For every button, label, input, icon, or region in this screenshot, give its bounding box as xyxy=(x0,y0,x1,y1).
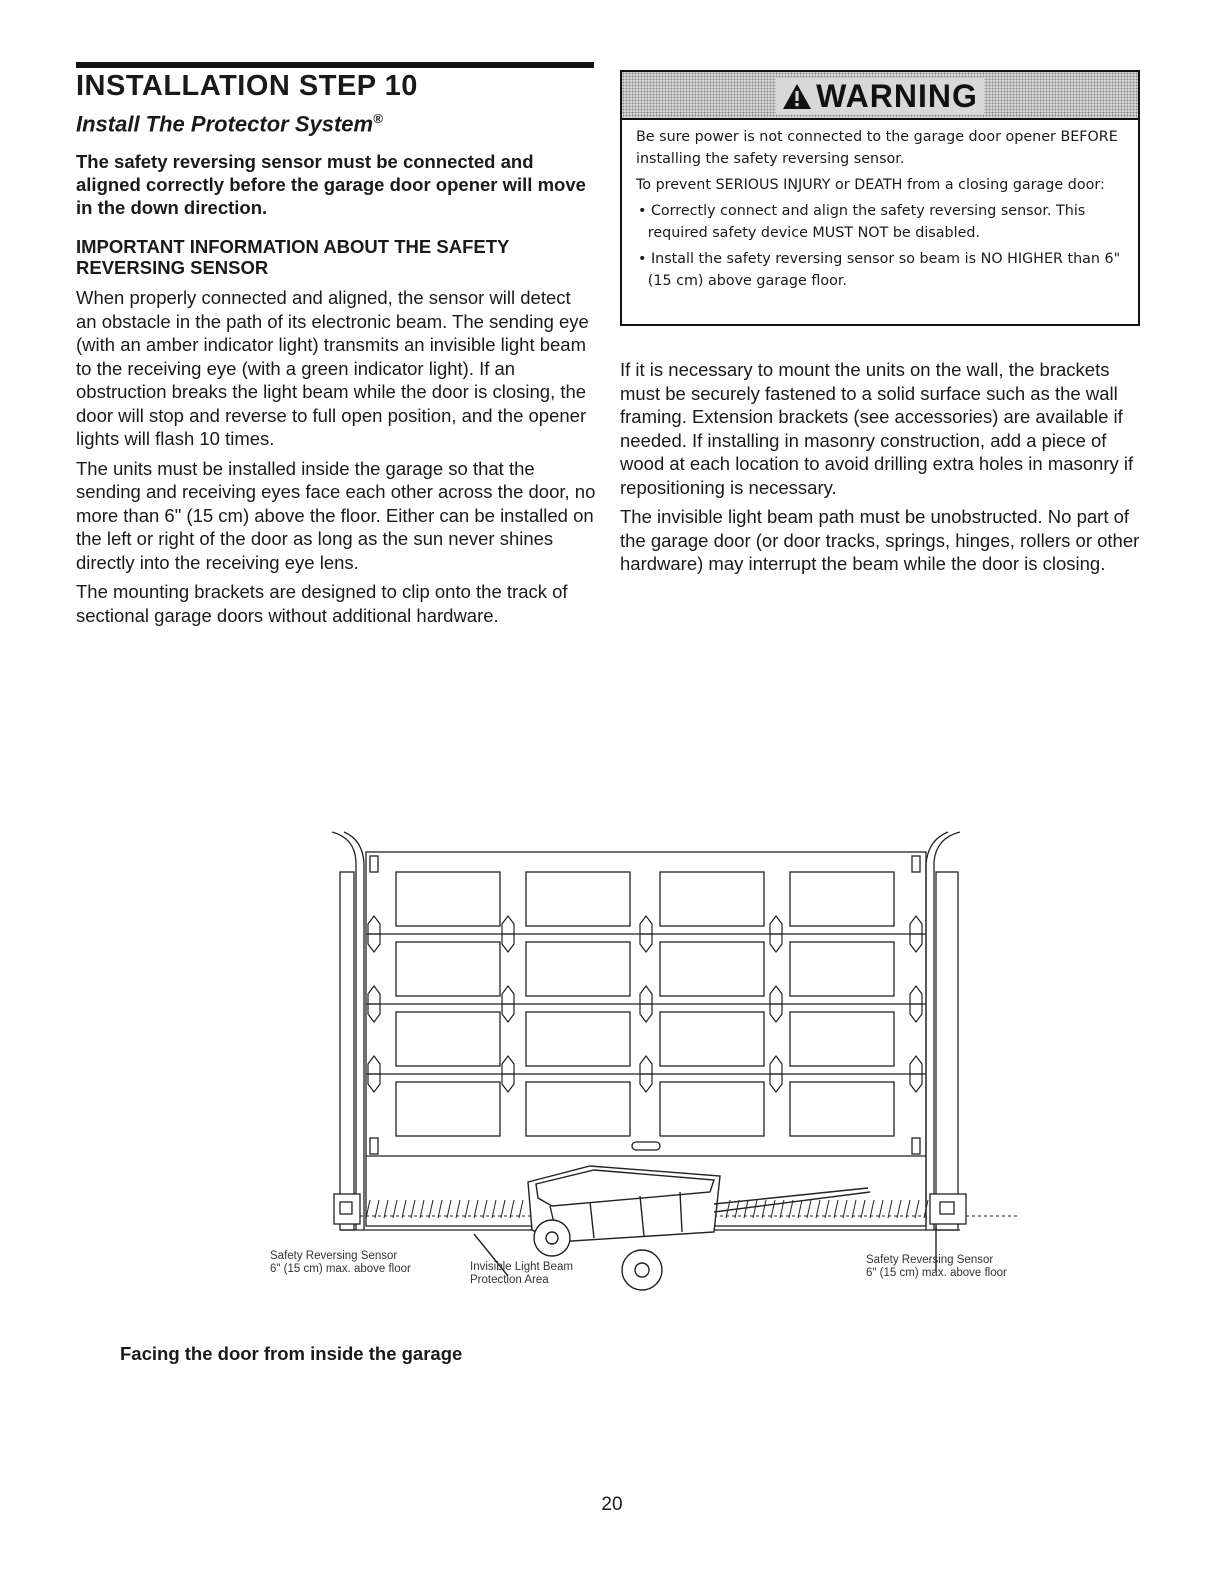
door-hinge xyxy=(502,916,514,952)
beam-hatch-mark xyxy=(834,1200,838,1218)
important-body xyxy=(76,286,596,627)
beam-hatch-mark xyxy=(429,1200,433,1218)
door-hinge xyxy=(910,916,922,952)
door-window-panel xyxy=(396,1012,500,1066)
door-window-panel xyxy=(526,942,630,996)
beam-hatch-mark xyxy=(519,1200,523,1218)
warning-banner xyxy=(622,72,1138,120)
beam-hatch-mark xyxy=(411,1200,415,1218)
warning-bullet: • Correctly connect and align the safety reversing sensor. This required safety device MUST NOT be disabled. xyxy=(637,202,1086,241)
beam-hatch-mark xyxy=(456,1200,460,1218)
door-hinge xyxy=(368,1056,380,1092)
left-sensor-label xyxy=(270,1250,411,1276)
door-window-panel xyxy=(396,942,500,996)
mounting-paragraph-2: The invisible light beam path must be unobstructed. No part of the garage door (or door tracks, springs, hinges, rollers or other hardware) may interrupt the beam while the door is closing. xyxy=(620,506,1140,574)
beam-hatch-mark xyxy=(753,1200,757,1218)
door-hinge xyxy=(770,916,782,952)
door-hinge xyxy=(640,916,652,952)
page-number: 20 xyxy=(601,1494,623,1515)
door-window-panel xyxy=(790,1012,894,1066)
left-sensor-label-line1: Safety Reversing Sensor xyxy=(270,1250,398,1262)
beam-hatch-mark xyxy=(438,1200,442,1218)
beam-label-line2: Protection Area xyxy=(470,1274,549,1286)
right-sensor-label xyxy=(866,1254,1007,1280)
door-window-panel xyxy=(660,1082,764,1136)
beam-hatch-mark xyxy=(762,1200,766,1218)
door-window-panel xyxy=(790,872,894,926)
beam-hatch-mark xyxy=(375,1200,379,1218)
beam-hatch-mark xyxy=(771,1200,775,1218)
important-paragraph-2: The units must be installed inside the garage so that the sending and receiving eyes face each other across the door, no more than 6" (15 cm) above the floor. Either can be installed on the left or right of the door as long as the sun never shines directly into the receiving eye lens. xyxy=(76,457,596,573)
header-rule xyxy=(76,62,594,68)
door-hinge xyxy=(910,986,922,1022)
beam-hatch-mark xyxy=(798,1200,802,1218)
door-hinge xyxy=(770,1056,782,1092)
registered-mark: ® xyxy=(373,111,383,126)
beam-hatch-mark xyxy=(402,1200,406,1218)
warning-bullets xyxy=(636,200,1122,292)
beam-hatch-mark xyxy=(744,1200,748,1218)
beam-hatch-mark xyxy=(483,1200,487,1218)
door-window-panel xyxy=(526,1082,630,1136)
door-hinge xyxy=(502,1056,514,1092)
door-hinge xyxy=(910,1056,922,1092)
warning-bullet-text: Install the safety reversing sensor so beam is NO HIGHER than 6" (15 cm) above garage floor. xyxy=(647,250,1121,289)
beam-hatch-mark xyxy=(420,1200,424,1218)
important-paragraph-3: The mounting brackets are designed to clip onto the track of sectional garage doors without additional hardware. xyxy=(76,581,568,626)
beam-hatch-mark xyxy=(888,1200,892,1218)
warning-bullet: • Install the safety reversing sensor so beam is NO HIGHER than 6" (15 cm) above garage floor. xyxy=(637,250,1121,289)
beam-hatch-mark xyxy=(870,1200,874,1218)
beam-hatch-mark xyxy=(861,1200,865,1218)
beam-hatch-mark xyxy=(906,1200,910,1218)
door-window-panel xyxy=(526,1012,630,1066)
warning-label: WARNING xyxy=(816,78,978,114)
warning-box xyxy=(620,70,1140,326)
beam-hatch-mark xyxy=(915,1200,919,1218)
right-track xyxy=(934,832,960,1230)
warning-triangle-icon xyxy=(782,83,812,110)
beam-hatch-mark xyxy=(852,1200,856,1218)
warning-content xyxy=(636,126,1122,296)
garage-door-illustration xyxy=(260,820,1060,1300)
beam-label xyxy=(470,1261,573,1287)
door-window-panel xyxy=(396,872,500,926)
important-paragraph-1: When properly connected and aligned, the sensor will detect an obstacle in the path of its electronic beam. The sending eye (with an amber indicator light) transmits an invisible light beam to the receiving eye (with a green indicator light). If an obstruction breaks the light beam while the door is closing, the door will stop and reverse to full open position, and the opener lights will flash 10 times. xyxy=(76,287,589,449)
beam-hatch-mark xyxy=(816,1200,820,1218)
mounting-body xyxy=(620,358,1148,576)
door-window-panel xyxy=(526,872,630,926)
beam-hatch-mark xyxy=(465,1200,469,1218)
figure-caption: Facing the door from inside the garage xyxy=(120,1343,463,1364)
door-hinge xyxy=(368,916,380,952)
warning-paragraph-1: Be sure power is not connected to the garage door opener BEFORE installing the safety reversing sensor. xyxy=(636,128,1118,167)
beam-hatch-mark xyxy=(879,1200,883,1218)
beam-hatch-mark xyxy=(843,1200,847,1218)
door-hinge xyxy=(640,986,652,1022)
garage-door-figure xyxy=(260,820,1060,1300)
door-hinge xyxy=(502,986,514,1022)
warning-paragraph-2: To prevent SERIOUS INJURY or DEATH from a closing garage door: xyxy=(636,176,1105,193)
beam-hatch-mark xyxy=(393,1200,397,1218)
right-sensor-label-line1: Safety Reversing Sensor xyxy=(866,1254,994,1266)
door-window-panel xyxy=(660,872,764,926)
door-hinge xyxy=(368,986,380,1022)
beam-hatch-mark xyxy=(447,1200,451,1218)
beam-hatch-mark xyxy=(510,1200,514,1218)
beam-hatch-mark xyxy=(492,1200,496,1218)
left-track xyxy=(332,832,356,1230)
beam-hatch-mark xyxy=(807,1200,811,1218)
step-subtitle xyxy=(76,106,383,137)
mounting-paragraph-1: If it is necessary to mount the units on the wall, the brackets must be securely fastened to a solid surface such as the wall framing. Extension brackets (see accessories) are available if needed. If installing in masonry construction, add a piece of wood at each location to avoid drilling extra holes in masonry if repositioning is necessary. xyxy=(620,359,1134,498)
step-title: INSTALLATION STEP 10 xyxy=(76,70,418,102)
door-window-panel xyxy=(790,942,894,996)
beam-label-line1: Invisible Light Beam xyxy=(470,1261,573,1273)
beam-hatch-mark xyxy=(384,1200,388,1218)
lead-paragraph: The safety reversing sensor must be connected and aligned correctly before the garage door opener will move in the down direction. xyxy=(76,151,586,218)
right-sensor-label-line2: 6" (15 cm) max. above floor xyxy=(866,1267,1007,1279)
beam-hatch-mark xyxy=(474,1200,478,1218)
door-window-panel xyxy=(396,1082,500,1136)
step-subtitle-text: Install The Protector System xyxy=(76,111,374,137)
important-heading: IMPORTANT INFORMATION ABOUT THE SAFETY REVERSING SENSOR xyxy=(76,236,510,278)
door-window-panel xyxy=(660,942,764,996)
warning-label-wrap xyxy=(776,78,984,115)
beam-hatch-mark xyxy=(897,1200,901,1218)
beam-hatch-mark xyxy=(825,1200,829,1218)
warning-bullet-text: Correctly connect and align the safety reversing sensor. This required safety device MUST NOT be disabled. xyxy=(647,202,1086,241)
beam-hatch-mark xyxy=(501,1200,505,1218)
door-window-panel xyxy=(660,1012,764,1066)
left-sensor-label-line2: 6" (15 cm) max. above floor xyxy=(270,1263,411,1275)
door-hinge xyxy=(770,986,782,1022)
door-hinge xyxy=(640,1056,652,1092)
door-window-panel xyxy=(790,1082,894,1136)
